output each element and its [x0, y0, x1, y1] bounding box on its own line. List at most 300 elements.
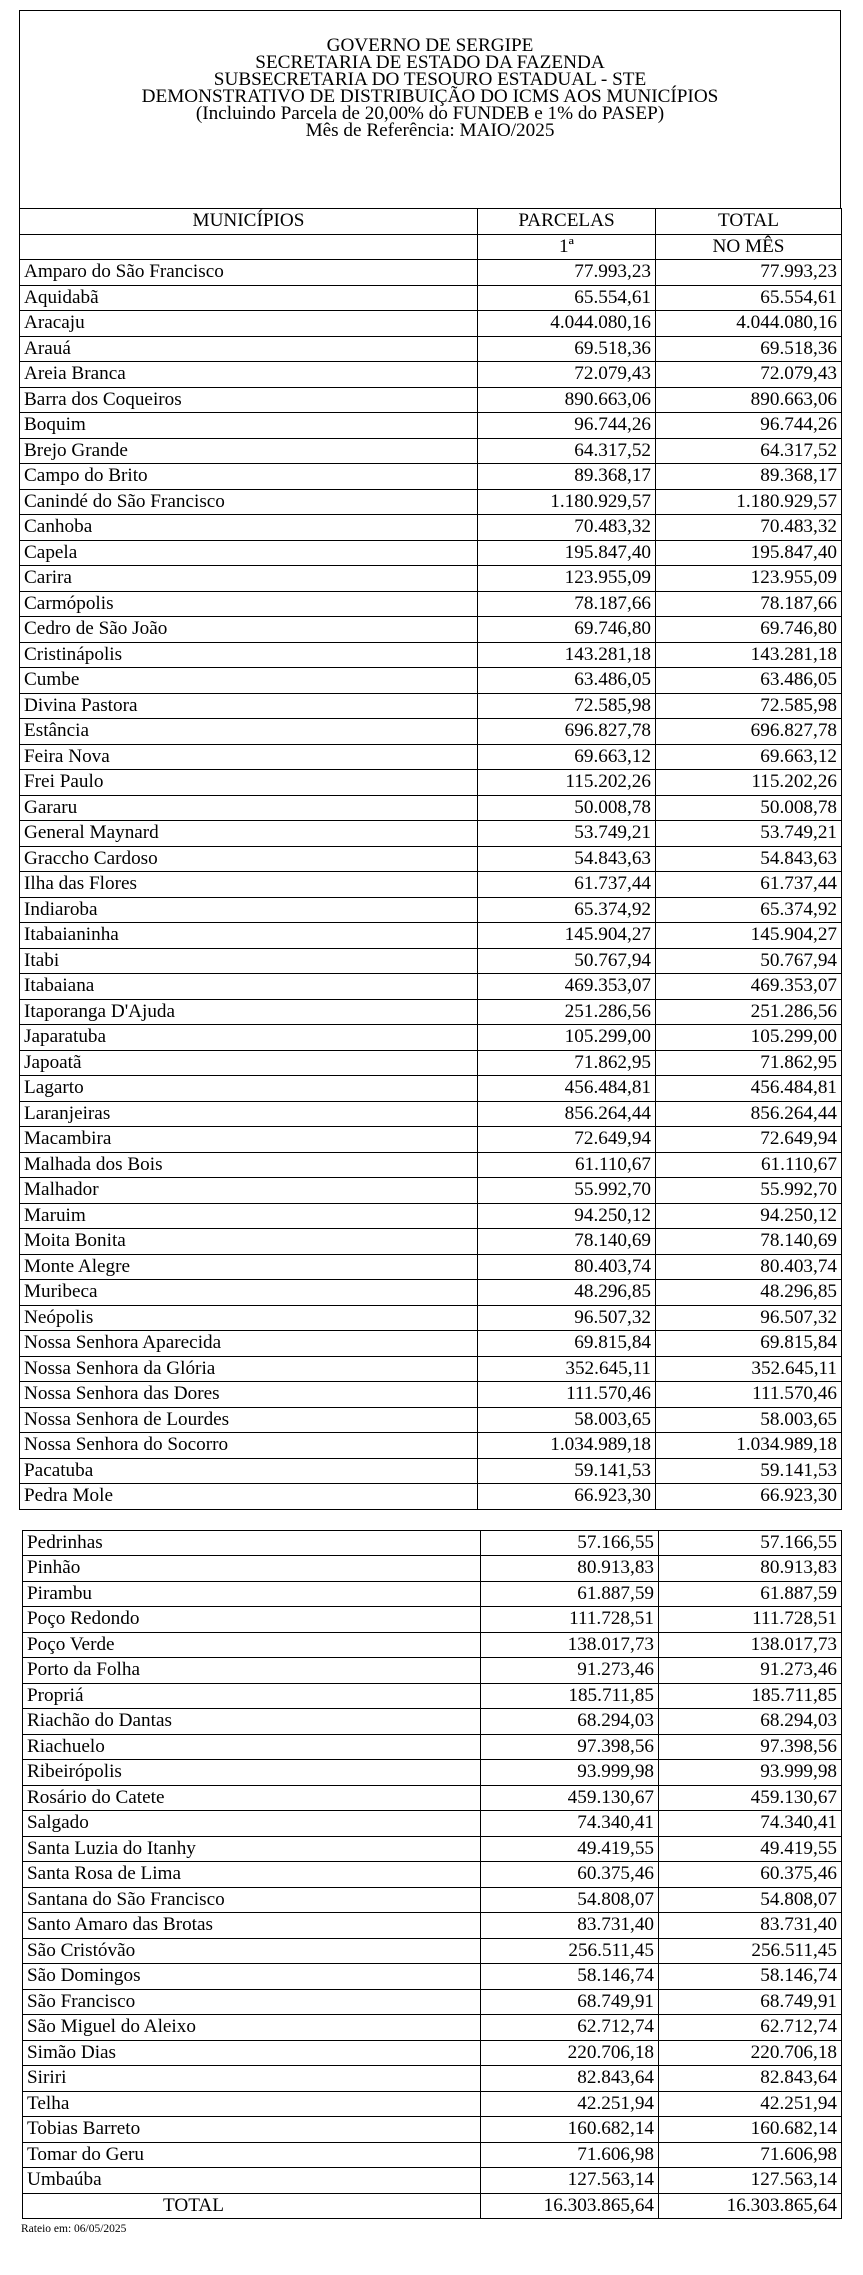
total-month-value: 111.570,46: [656, 1382, 842, 1408]
municipio-name: Graccho Cardoso: [20, 846, 478, 872]
table-row: [20, 1305, 842, 1331]
total-month-value: 69.746,80: [656, 617, 842, 643]
total-month-value: 61.737,44: [656, 872, 842, 898]
municipio-name: Rosário do Catete: [23, 1785, 481, 1811]
municipio-name: Frei Paulo: [20, 770, 478, 796]
parcela-value: 60.375,46: [481, 1862, 659, 1888]
table-row: [23, 1530, 842, 1556]
parcela-value: 53.749,21: [478, 821, 656, 847]
municipio-name: Santa Luzia do Itanhy: [23, 1836, 481, 1862]
municipio-name: Monte Alegre: [20, 1254, 478, 1280]
table-row: [20, 311, 842, 337]
total-month-value: 1.034.989,18: [656, 1433, 842, 1459]
total-month-value: 1.180.929,57: [656, 489, 842, 515]
table-row: [20, 387, 842, 413]
parcela-value: 856.264,44: [478, 1101, 656, 1127]
total-month-value: 61.110,67: [656, 1152, 842, 1178]
table-row: [23, 2117, 842, 2143]
municipio-name: Cedro de São João: [20, 617, 478, 643]
total-month-value: 71.606,98: [659, 2142, 842, 2168]
total-month-value: 50.008,78: [656, 795, 842, 821]
total-no-mes: 16.303.865,64: [659, 2193, 842, 2219]
total-month-value: 96.507,32: [656, 1305, 842, 1331]
parcela-value: 72.585,98: [478, 693, 656, 719]
distribution-table-part2: [22, 1530, 842, 2220]
parcela-value: 78.187,66: [478, 591, 656, 617]
municipio-name: Neópolis: [20, 1305, 478, 1331]
municipio-name: Riachuelo: [23, 1734, 481, 1760]
table-body-part1: [20, 260, 842, 1510]
municipio-name: Siriri: [23, 2066, 481, 2092]
municipio-name: Itabaiana: [20, 974, 478, 1000]
table-row: [23, 1734, 842, 1760]
total-month-value: 94.250,12: [656, 1203, 842, 1229]
total-month-value: 696.827,78: [656, 719, 842, 745]
municipio-name: Riachão do Dantas: [23, 1709, 481, 1735]
parcela-value: 80.403,74: [478, 1254, 656, 1280]
municipio-name: Nossa Senhora do Socorro: [20, 1433, 478, 1459]
total-month-value: 93.999,98: [659, 1760, 842, 1786]
table-row: [23, 1836, 842, 1862]
total-month-value: 78.140,69: [656, 1229, 842, 1255]
total-month-value: 58.003,65: [656, 1407, 842, 1433]
total-month-value: 70.483,32: [656, 515, 842, 541]
municipio-name: Santo Amaro das Brotas: [23, 1913, 481, 1939]
parcela-value: 68.294,03: [481, 1709, 659, 1735]
header-report-title: DEMONSTRATIVO DE DISTRIBUIÇÃO DO ICMS AOS MUNICÍPIOS: [141, 86, 719, 108]
parcela-value: 65.374,92: [478, 897, 656, 923]
parcela-value: 71.862,95: [478, 1050, 656, 1076]
column-subheader-empty: [20, 234, 478, 260]
parcela-value: 352.645,11: [478, 1356, 656, 1382]
total-month-value: 97.398,56: [659, 1734, 842, 1760]
municipio-name: Simão Dias: [23, 2040, 481, 2066]
parcela-value: 251.286,56: [478, 999, 656, 1025]
municipio-name: Cumbe: [20, 668, 478, 694]
municipio-name: Umbaúba: [23, 2168, 481, 2194]
table-row: [20, 1254, 842, 1280]
total-month-value: 58.146,74: [659, 1964, 842, 1990]
parcela-value: 97.398,56: [481, 1734, 659, 1760]
total-row: [23, 2193, 842, 2219]
parcela-value: 93.999,98: [481, 1760, 659, 1786]
table-row: [20, 1050, 842, 1076]
municipio-name: Capela: [20, 540, 478, 566]
total-month-value: 72.649,94: [656, 1127, 842, 1153]
total-month-value: 48.296,85: [656, 1280, 842, 1306]
rateio-date-note: Rateio em: 06/05/2025: [21, 2223, 127, 2235]
total-month-value: 66.923,30: [656, 1484, 842, 1510]
total-month-value: 459.130,67: [659, 1785, 842, 1811]
table-row: [20, 795, 842, 821]
parcela-value: 69.518,36: [478, 336, 656, 362]
table-row: [20, 642, 842, 668]
total-month-value: 77.993,23: [656, 260, 842, 286]
municipio-name: General Maynard: [20, 821, 478, 847]
municipio-name: Poço Verde: [23, 1632, 481, 1658]
parcela-value: 80.913,83: [481, 1556, 659, 1582]
total-month-value: 145.904,27: [656, 923, 842, 949]
municipio-name: Brejo Grande: [20, 438, 478, 464]
municipio-name: São Domingos: [23, 1964, 481, 1990]
table-row: [20, 464, 842, 490]
table-row: [23, 1887, 842, 1913]
table-row: [20, 566, 842, 592]
total-month-value: 143.281,18: [656, 642, 842, 668]
section-gap: [19, 1510, 841, 1530]
total-month-value: 127.563,14: [659, 2168, 842, 2194]
total-month-value: 72.079,43: [656, 362, 842, 388]
parcela-value: 145.904,27: [478, 923, 656, 949]
header-reference-month: Mês de Referência: MAIO/2025: [305, 120, 555, 142]
table-row: [20, 999, 842, 1025]
municipio-name: Moita Bonita: [20, 1229, 478, 1255]
parcela-value: 127.563,14: [481, 2168, 659, 2194]
parcela-value: 57.166,55: [481, 1530, 659, 1556]
total-month-value: 72.585,98: [656, 693, 842, 719]
total-month-value: 469.353,07: [656, 974, 842, 1000]
total-month-value: 80.913,83: [659, 1556, 842, 1582]
table-row: [23, 2091, 842, 2117]
table-row: [20, 1152, 842, 1178]
table-row: [20, 1203, 842, 1229]
total-month-value: 59.141,53: [656, 1458, 842, 1484]
municipio-name: Barra dos Coqueiros: [20, 387, 478, 413]
parcela-value: 65.554,61: [478, 285, 656, 311]
table-row: [23, 1581, 842, 1607]
column-header-total: TOTAL: [656, 209, 842, 235]
municipio-name: São Cristóvão: [23, 1938, 481, 1964]
table-row: [23, 2168, 842, 2194]
total-month-value: 4.044.080,16: [656, 311, 842, 337]
parcela-value: 69.746,80: [478, 617, 656, 643]
municipio-name: Boquim: [20, 413, 478, 439]
municipio-name: Nossa Senhora de Lourdes: [20, 1407, 478, 1433]
municipio-name: Areia Branca: [20, 362, 478, 388]
parcela-value: 160.682,14: [481, 2117, 659, 2143]
municipio-name: Macambira: [20, 1127, 478, 1153]
total-month-value: 80.403,74: [656, 1254, 842, 1280]
table-row: [20, 1178, 842, 1204]
parcela-value: 61.110,67: [478, 1152, 656, 1178]
total-month-value: 57.166,55: [659, 1530, 842, 1556]
parcela-value: 77.993,23: [478, 260, 656, 286]
municipio-name: São Francisco: [23, 1989, 481, 2015]
parcela-value: 1.180.929,57: [478, 489, 656, 515]
municipio-name: Feira Nova: [20, 744, 478, 770]
total-month-value: 53.749,21: [656, 821, 842, 847]
table-row: [23, 2040, 842, 2066]
parcela-value: 456.484,81: [478, 1076, 656, 1102]
parcela-value: 54.808,07: [481, 1887, 659, 1913]
municipio-name: Divina Pastora: [20, 693, 478, 719]
parcela-value: 256.511,45: [481, 1938, 659, 1964]
header-government: GOVERNO DE SERGIPE: [326, 35, 534, 56]
parcela-value: 61.887,59: [481, 1581, 659, 1607]
header-secretariat: SECRETARIA DE ESTADO DA FAZENDA: [255, 52, 605, 74]
parcela-value: 69.815,84: [478, 1331, 656, 1357]
municipio-name: Campo do Brito: [20, 464, 478, 490]
parcela-value: 111.728,51: [481, 1607, 659, 1633]
parcela-value: 58.003,65: [478, 1407, 656, 1433]
municipio-name: Amparo do São Francisco: [20, 260, 478, 286]
total-month-value: 69.815,84: [656, 1331, 842, 1357]
municipio-name: Nossa Senhora das Dores: [20, 1382, 478, 1408]
table-row: [20, 1382, 842, 1408]
municipio-name: Maruim: [20, 1203, 478, 1229]
total-month-value: 65.374,92: [656, 897, 842, 923]
total-month-value: 111.728,51: [659, 1607, 842, 1633]
table-row: [23, 1785, 842, 1811]
table-row: [20, 260, 842, 286]
parcela-value: 91.273,46: [481, 1658, 659, 1684]
table-row: [23, 1964, 842, 1990]
total-parcela: 16.303.865,64: [481, 2193, 659, 2219]
total-month-value: 89.368,17: [656, 464, 842, 490]
parcela-value: 50.008,78: [478, 795, 656, 821]
table-row: [20, 948, 842, 974]
total-month-value: 55.992,70: [656, 1178, 842, 1204]
municipio-name: Poço Redondo: [23, 1607, 481, 1633]
column-subheader-no-mes: NO MÊS: [656, 234, 842, 260]
parcela-value: 195.847,40: [478, 540, 656, 566]
parcela-value: 64.317,52: [478, 438, 656, 464]
municipio-name: Pacatuba: [20, 1458, 478, 1484]
total-month-value: 138.017,73: [659, 1632, 842, 1658]
table-row: [23, 1862, 842, 1888]
report-header: [19, 10, 841, 208]
parcela-value: 105.299,00: [478, 1025, 656, 1051]
parcela-value: 1.034.989,18: [478, 1433, 656, 1459]
column-header-row: [20, 209, 842, 235]
table-body-part2: [23, 1530, 842, 2193]
total-month-value: 220.706,18: [659, 2040, 842, 2066]
total-month-value: 105.299,00: [656, 1025, 842, 1051]
total-month-value: 68.294,03: [659, 1709, 842, 1735]
table-row: [20, 1280, 842, 1306]
total-month-value: 64.317,52: [656, 438, 842, 464]
municipio-name: Malhada dos Bois: [20, 1152, 478, 1178]
parcela-value: 220.706,18: [481, 2040, 659, 2066]
municipio-name: Aquidabã: [20, 285, 478, 311]
total-month-value: 352.645,11: [656, 1356, 842, 1382]
municipio-name: Santa Rosa de Lima: [23, 1862, 481, 1888]
parcela-value: 115.202,26: [478, 770, 656, 796]
table-row: [23, 1709, 842, 1735]
municipio-name: Aracaju: [20, 311, 478, 337]
parcela-value: 696.827,78: [478, 719, 656, 745]
total-month-value: 890.663,06: [656, 387, 842, 413]
table-row: [20, 770, 842, 796]
total-month-value: 69.518,36: [656, 336, 842, 362]
table-row: [20, 846, 842, 872]
total-month-value: 63.486,05: [656, 668, 842, 694]
parcela-value: 63.486,05: [478, 668, 656, 694]
parcela-value: 89.368,17: [478, 464, 656, 490]
table-row: [20, 438, 842, 464]
table-row: [23, 1683, 842, 1709]
municipio-name: Carmópolis: [20, 591, 478, 617]
municipio-name: Salgado: [23, 1811, 481, 1837]
municipio-name: Itabi: [20, 948, 478, 974]
parcela-value: 138.017,73: [481, 1632, 659, 1658]
municipio-name: Japoatã: [20, 1050, 478, 1076]
total-month-value: 96.744,26: [656, 413, 842, 439]
table-row: [20, 897, 842, 923]
municipio-name: Santana do São Francisco: [23, 1887, 481, 1913]
municipio-name: Ribeirópolis: [23, 1760, 481, 1786]
table-row: [20, 1433, 842, 1459]
municipio-name: Carira: [20, 566, 478, 592]
municipio-name: Muribeca: [20, 1280, 478, 1306]
table-row: [20, 1229, 842, 1255]
municipio-name: Nossa Senhora Aparecida: [20, 1331, 478, 1357]
table-row: [20, 515, 842, 541]
table-row: [20, 693, 842, 719]
total-month-value: 251.286,56: [656, 999, 842, 1025]
municipio-name: Telha: [23, 2091, 481, 2117]
table-row: [20, 1076, 842, 1102]
table-row: [20, 872, 842, 898]
table-row: [23, 2142, 842, 2168]
table-row: [20, 1356, 842, 1382]
table-row: [20, 719, 842, 745]
total-month-value: 71.862,95: [656, 1050, 842, 1076]
parcela-value: 59.141,53: [478, 1458, 656, 1484]
total-label: TOTAL: [23, 2193, 481, 2219]
total-month-value: 83.731,40: [659, 1913, 842, 1939]
parcela-value: 143.281,18: [478, 642, 656, 668]
municipio-name: Canindé do São Francisco: [20, 489, 478, 515]
total-month-value: 62.712,74: [659, 2015, 842, 2041]
table-row: [20, 974, 842, 1000]
table-row: [20, 923, 842, 949]
table-row: [20, 489, 842, 515]
municipio-name: Canhoba: [20, 515, 478, 541]
municipio-name: Japaratuba: [20, 1025, 478, 1051]
parcela-value: 94.250,12: [478, 1203, 656, 1229]
total-month-value: 456.484,81: [656, 1076, 842, 1102]
municipio-name: Nossa Senhora da Glória: [20, 1356, 478, 1382]
municipio-name: Cristinápolis: [20, 642, 478, 668]
parcela-value: 49.419,55: [481, 1836, 659, 1862]
parcela-value: 890.663,06: [478, 387, 656, 413]
report-page: [19, 10, 841, 2235]
table-row: [23, 1989, 842, 2015]
parcela-value: 71.606,98: [481, 2142, 659, 2168]
table-row: [23, 1556, 842, 1582]
total-month-value: 74.340,41: [659, 1811, 842, 1837]
table-row: [20, 1127, 842, 1153]
parcela-value: 72.649,94: [478, 1127, 656, 1153]
total-month-value: 68.749,91: [659, 1989, 842, 2015]
parcela-value: 69.663,12: [478, 744, 656, 770]
parcela-value: 48.296,85: [478, 1280, 656, 1306]
total-month-value: 185.711,85: [659, 1683, 842, 1709]
column-subheader-parcela-1: 1ª: [478, 234, 656, 260]
table-row: [20, 1458, 842, 1484]
total-month-value: 61.887,59: [659, 1581, 842, 1607]
table-row: [20, 1331, 842, 1357]
parcela-value: 78.140,69: [478, 1229, 656, 1255]
table-row: [20, 285, 842, 311]
column-header-municipios: MUNICÍPIOS: [20, 209, 478, 235]
parcela-value: 74.340,41: [481, 1811, 659, 1837]
parcela-value: 58.146,74: [481, 1964, 659, 1990]
municipio-name: Pedra Mole: [20, 1484, 478, 1510]
table-row: [20, 413, 842, 439]
table-row: [20, 1101, 842, 1127]
total-month-value: 195.847,40: [656, 540, 842, 566]
table-row: [23, 2015, 842, 2041]
table-row: [23, 1760, 842, 1786]
municipio-name: Pinhão: [23, 1556, 481, 1582]
parcela-value: 123.955,09: [478, 566, 656, 592]
parcela-value: 54.843,63: [478, 846, 656, 872]
header-note: (Incluindo Parcela de 20,00% do FUNDEB e 1% do PASEP): [195, 103, 665, 125]
table-row: [20, 1484, 842, 1510]
table-row: [23, 1632, 842, 1658]
table-row: [20, 1025, 842, 1051]
column-subheader-row: [20, 234, 842, 260]
parcela-value: 96.744,26: [478, 413, 656, 439]
table-row: [20, 1407, 842, 1433]
total-month-value: 856.264,44: [656, 1101, 842, 1127]
municipio-name: São Miguel do Aleixo: [23, 2015, 481, 2041]
parcela-value: 66.923,30: [478, 1484, 656, 1510]
municipio-name: Laranjeiras: [20, 1101, 478, 1127]
parcela-value: 61.737,44: [478, 872, 656, 898]
total-month-value: 42.251,94: [659, 2091, 842, 2117]
parcela-value: 72.079,43: [478, 362, 656, 388]
table-row: [23, 1607, 842, 1633]
column-header-parcelas: PARCELAS: [478, 209, 656, 235]
municipio-name: Tobias Barreto: [23, 2117, 481, 2143]
total-month-value: 65.554,61: [656, 285, 842, 311]
table-row: [23, 1811, 842, 1837]
total-month-value: 69.663,12: [656, 744, 842, 770]
parcela-value: 96.507,32: [478, 1305, 656, 1331]
table-row: [20, 668, 842, 694]
table-row: [20, 540, 842, 566]
municipio-name: Pirambu: [23, 1581, 481, 1607]
parcela-value: 83.731,40: [481, 1913, 659, 1939]
municipio-name: Indiaroba: [20, 897, 478, 923]
table-row: [23, 1913, 842, 1939]
total-month-value: 54.843,63: [656, 846, 842, 872]
total-month-value: 123.955,09: [656, 566, 842, 592]
parcela-value: 68.749,91: [481, 1989, 659, 2015]
total-month-value: 78.187,66: [656, 591, 842, 617]
municipio-name: Porto da Folha: [23, 1658, 481, 1684]
municipio-name: Tomar do Geru: [23, 2142, 481, 2168]
total-month-value: 54.808,07: [659, 1887, 842, 1913]
total-month-value: 60.375,46: [659, 1862, 842, 1888]
table-row: [20, 617, 842, 643]
table-row: [20, 744, 842, 770]
parcela-value: 82.843,64: [481, 2066, 659, 2092]
distribution-table-part1: [19, 208, 842, 1510]
parcela-value: 185.711,85: [481, 1683, 659, 1709]
total-month-value: 82.843,64: [659, 2066, 842, 2092]
table-row: [20, 591, 842, 617]
table-row: [23, 1938, 842, 1964]
municipio-name: Ilha das Flores: [20, 872, 478, 898]
parcela-value: 50.767,94: [478, 948, 656, 974]
municipio-name: Itaporanga D'Ajuda: [20, 999, 478, 1025]
parcela-value: 111.570,46: [478, 1382, 656, 1408]
total-month-value: 115.202,26: [656, 770, 842, 796]
